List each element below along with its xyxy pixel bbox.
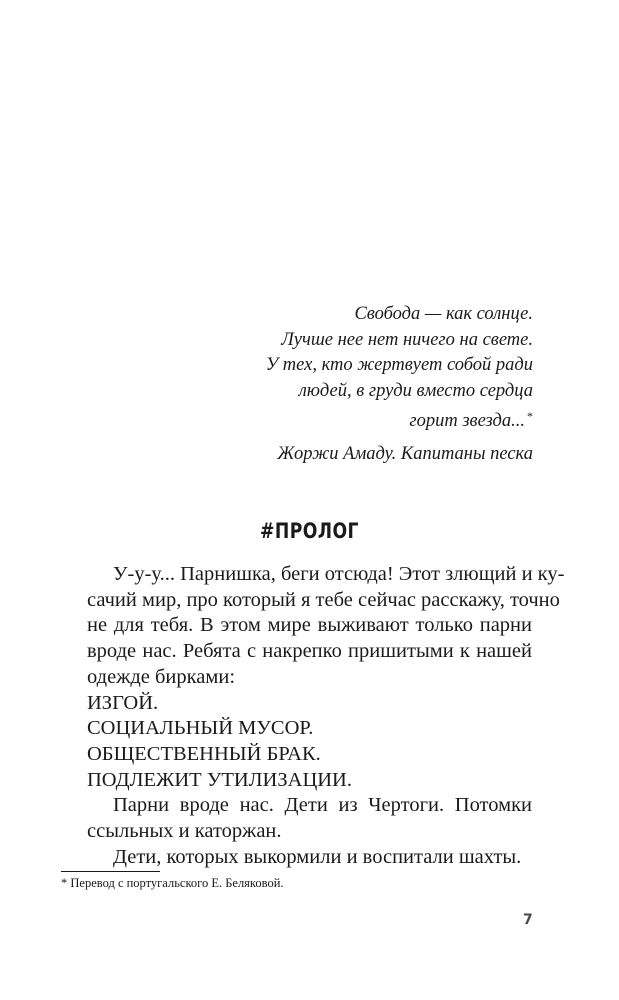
paragraph-1: [61, 562, 565, 691]
tag-line: ИЗГОЙ.: [87, 691, 159, 714]
paragraph-2: [61, 793, 532, 844]
tag-list: [61, 691, 532, 794]
footnote-divider: [61, 871, 160, 872]
text-line: У-у-у... Парнишка, беги отсюда! Этот злющий и ку-: [113, 563, 565, 585]
epigraph-line: людей, в груди вместо сердца: [298, 380, 533, 401]
text-line: ссыльных и каторжан.: [87, 820, 282, 843]
footnote-marker: *: [527, 409, 533, 423]
text-line: не для тебя. В этом мире выживают только парни: [87, 614, 532, 637]
epigraph-line-last: [266, 404, 533, 435]
epigraph: [266, 302, 533, 467]
text-line: одежде бирками:: [87, 665, 236, 688]
epigraph-line: Свобода — как солнце.: [354, 304, 533, 324]
text-line: Парни вроде нас. Дети из Чертоги. Потомки: [113, 794, 532, 817]
epigraph-line: У тех, кто жертвует собой ради: [265, 355, 533, 375]
text-line: Дети, которых выкормили и воспитали шахты.: [113, 845, 522, 868]
tag-line: СОЦИАЛЬНЫЙ МУСОР.: [87, 717, 314, 740]
epigraph-line-text: горит звезда...: [409, 411, 525, 431]
text-line: вроде нас. Ребята с накрепко пришитыми к нашей: [87, 640, 532, 663]
paragraph-3: [61, 845, 532, 871]
epigraph-line: Лучше нее нет ничего на свете.: [281, 329, 533, 350]
tag-line: ОБЩЕСТВЕННЫЙ БРАК.: [87, 742, 321, 765]
page-number: 7: [523, 912, 533, 928]
epigraph-attribution: Жоржи Амаду. Капитаны песка: [277, 443, 533, 464]
text-line: сачий мир, про который я тебе сейчас расскажу, точно: [87, 588, 560, 611]
body-text: [61, 562, 565, 870]
chapter-title: #ПРОЛОГ: [260, 519, 359, 543]
footnote: * Перевод с португальского Е. Беляковой.: [61, 876, 284, 890]
tag-line: ПОДЛЕЖИТ УТИЛИЗАЦИИ.: [87, 768, 352, 791]
